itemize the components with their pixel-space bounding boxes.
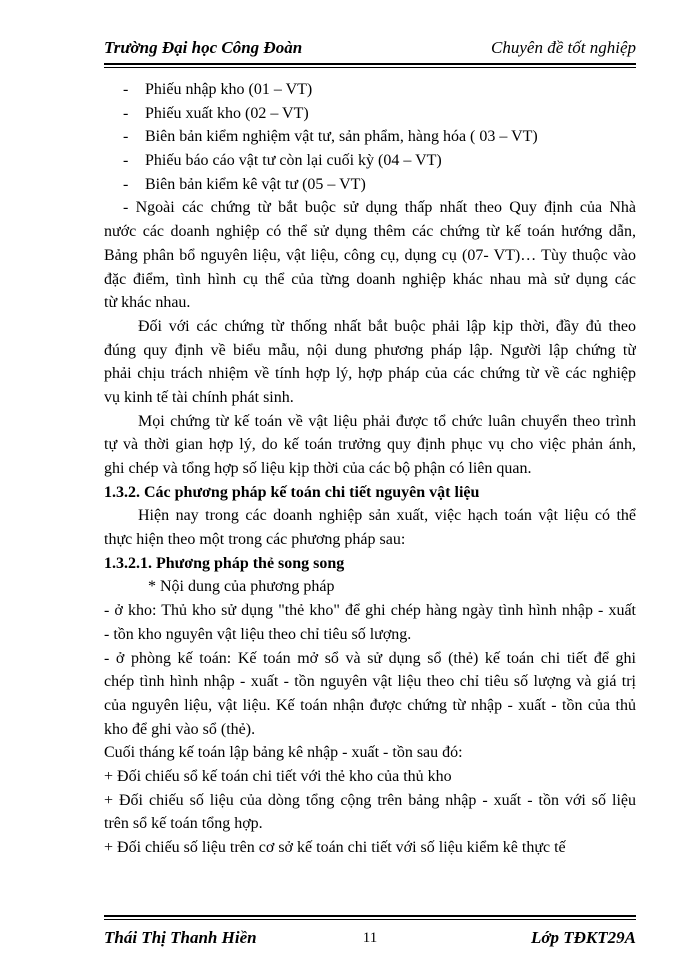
text-line: tự và thời gian hợp lý, do kế toán trưởng quy định phục vụ cho việc phản ánh, <box>104 436 636 454</box>
page-header <box>104 38 636 62</box>
bullet-item <box>104 102 636 126</box>
text-line: của nguyên liệu, vật liệu. Kế toán nhận được chứng từ nhập - xuất - tồn của thủ <box>104 696 636 714</box>
text-line: - Ngoài các chứng từ bắt buộc sử dụng thấp nhất theo Quy định của Nhà <box>123 199 636 217</box>
text-line: Hiện nay trong các doanh nghiệp sản xuất, việc hạch toán vật liệu có thể <box>138 507 636 525</box>
text-line: Đối với các chứng từ thống nhất bắt buộc phải lập kịp thời, đầy đủ theo <box>138 317 636 335</box>
page-number: 11 <box>362 930 378 946</box>
text-line: * Nội dung của phương pháp <box>148 578 335 596</box>
bullet-dash: - <box>123 128 129 146</box>
text-line: + Đối chiếu số liệu trên cơ sở kế toán chi tiết với số liệu kiểm kê thực tế <box>104 839 566 856</box>
text-line: phải chịu trách nhiệm về tính hợp lý, hợp pháp của các chứng từ về các nghiệp <box>104 365 636 383</box>
text-line: - ở phòng kế toán: Kế toán mở sổ và sử dụng sổ (thẻ) kế toán chi tiết để ghi <box>104 649 636 667</box>
bullet-dash: - <box>123 81 129 98</box>
bullet-item <box>104 149 636 173</box>
text-line: chép tình hình nhập - xuất - tồn nguyên vật liệu theo chỉ tiêu số lượng và giá trị <box>104 673 636 691</box>
header-school-name: Trường Đại học Công Đoàn <box>104 38 303 57</box>
bullet-text: Phiếu xuất kho (02 – VT) <box>145 104 309 122</box>
text-line: Bảng phân bổ nguyên liệu, vật liệu, công cụ, dụng cụ (07- VT)… Tùy thuộc vào <box>104 246 636 264</box>
text-line: - ở kho: Thủ kho sử dụng "thẻ kho" để ghi chép hàng ngày tình hình nhập - xuất <box>104 602 636 620</box>
text-line: đặc điểm, tình hình cụ thể của từng doanh nghiệp khác nhau mà sử dụng các <box>104 270 636 288</box>
text-line: - tồn kho nguyên vật liệu theo chỉ tiêu số lượng. <box>104 625 412 643</box>
bullet-item <box>104 125 636 149</box>
footer-class: Lớp TĐKT29A <box>531 928 636 947</box>
text-line: + Đối chiếu số liệu của dòng tổng cộng trên bảng nhập - xuất - tồn với số liệu <box>104 791 636 809</box>
bullet-text: Phiếu báo cáo vật tư còn lại cuối kỳ (04 – VT) <box>145 152 442 170</box>
text-line: Mọi chứng từ kế toán về vật liệu phải được tổ chức luân chuyển theo trình <box>138 412 636 430</box>
bullet-item <box>104 173 636 197</box>
document-body <box>104 78 636 860</box>
text-line: đúng quy định về biểu mẫu, nội dung phương pháp lập. Người lập chứng từ <box>104 341 636 359</box>
bullet-dash: - <box>123 152 129 170</box>
page-footer <box>104 928 636 952</box>
text-line: từ khác nhau. <box>104 294 191 312</box>
text-line: ghi chép và tổng hợp số liệu kịp thời của các bộ phận có liên quan. <box>104 460 532 477</box>
header-document-type: Chuyên đề tốt nghiệp <box>491 38 636 57</box>
footer-rule <box>104 915 636 920</box>
bullet-text: Biên bản kiểm nghiệm vật tư, sản phẩm, hàng hóa ( 03 – VT) <box>145 128 538 146</box>
text-line: thực hiện theo một trong các phương pháp sau: <box>104 531 406 549</box>
bullet-text: Phiếu nhập kho (01 – VT) <box>145 81 313 98</box>
bullet-dash: - <box>123 175 129 193</box>
text-line: nước các doanh nghiệp có thể sử dụng thêm các chứng từ kế toán hướng dẫn, <box>104 223 636 241</box>
section-heading: 1.3.2.1. Phương pháp thẻ song song <box>104 554 345 572</box>
text-line: kho để ghi vào sổ (thẻ). <box>104 720 256 738</box>
header-rule <box>104 63 636 68</box>
bullet-item <box>104 78 636 102</box>
text-line: vụ kinh tế tài chính phát sinh. <box>104 388 294 406</box>
text-line: + Đối chiếu sổ kế toán chi tiết với thẻ kho của thủ kho <box>104 767 452 785</box>
footer-author: Thái Thị Thanh Hiền <box>104 928 257 947</box>
section-heading: 1.3.2. Các phương pháp kế toán chi tiết nguyên vật liệu <box>104 483 480 501</box>
bullet-text: Biên bản kiểm kê vật tư (05 – VT) <box>145 175 366 193</box>
bullet-dash: - <box>123 104 129 122</box>
text-line: trên sổ kế toán tổng hợp. <box>104 815 263 833</box>
text-line: Cuối tháng kế toán lập bảng kê nhập - xuất - tồn sau đó: <box>104 744 463 762</box>
